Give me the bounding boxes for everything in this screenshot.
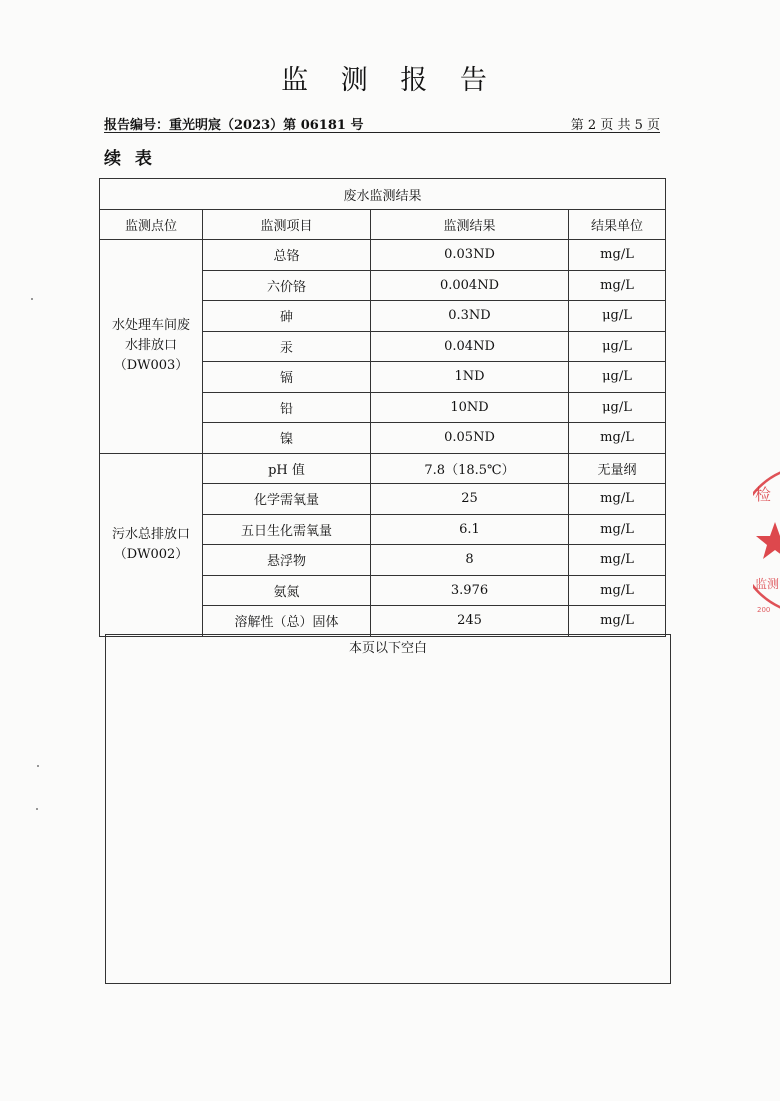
result-cell: 0.04ND [371, 331, 569, 362]
result-cell: 0.03ND [371, 240, 569, 271]
unit-cell: 无量纲 [569, 453, 666, 484]
item-cell: 汞 [203, 331, 371, 362]
unit-cell: mg/L [569, 423, 666, 454]
header-result: 监测结果 [371, 210, 569, 240]
item-cell: 溶解性（总）固体 [203, 606, 371, 637]
location-dw002 [100, 453, 203, 636]
unit-cell: mg/L [569, 270, 666, 301]
result-cell: 7.8（18.5℃） [371, 453, 569, 484]
report-header [104, 114, 660, 132]
result-cell: 0.05ND [371, 423, 569, 454]
result-cell: 0.3ND [371, 301, 569, 332]
svg-text:200: 200 [757, 606, 771, 614]
result-cell: 8 [371, 545, 569, 576]
star-icon [756, 522, 780, 559]
unit-cell: mg/L [569, 240, 666, 271]
result-cell: 25 [371, 484, 569, 515]
item-cell: pH 值 [203, 453, 371, 484]
unit-cell: μg/L [569, 331, 666, 362]
table-row [100, 240, 666, 271]
result-cell: 1ND [371, 362, 569, 393]
report-number: 报告编号：重光明宸（2023）第 06181 号 [104, 118, 364, 133]
wastewater-results-table [99, 178, 666, 637]
table-title-row [100, 179, 666, 210]
table-title: 废水监测结果 [100, 179, 666, 210]
item-cell: 总铬 [203, 240, 371, 271]
item-cell: 悬浮物 [203, 545, 371, 576]
item-cell: 铅 [203, 392, 371, 423]
location-line: 水排放口 [124, 338, 177, 354]
result-cell: 0.004ND [371, 270, 569, 301]
header-divider [104, 132, 660, 133]
location-line: （DW002） [113, 546, 189, 562]
scan-speck [36, 808, 38, 810]
result-cell: 3.976 [371, 575, 569, 606]
item-cell: 镉 [203, 362, 371, 393]
unit-cell: μg/L [569, 392, 666, 423]
header-item: 监测项目 [203, 210, 371, 240]
page-number: 第 2 页 共 5 页 [570, 118, 660, 133]
unit-cell: mg/L [569, 484, 666, 515]
scan-speck [31, 298, 33, 300]
item-cell: 五日生化需氧量 [203, 514, 371, 545]
table-row [100, 453, 666, 484]
unit-cell: mg/L [569, 545, 666, 576]
location-dw003 [100, 240, 203, 454]
item-cell: 氨氮 [203, 575, 371, 606]
unit-cell: μg/L [569, 362, 666, 393]
unit-cell: mg/L [569, 606, 666, 637]
result-cell: 245 [371, 606, 569, 637]
scan-speck [37, 765, 39, 767]
item-cell: 镍 [203, 423, 371, 454]
svg-text:检: 检 [755, 485, 772, 504]
location-line: （DW003） [113, 358, 189, 374]
table-header-row [100, 210, 666, 240]
item-cell: 砷 [203, 301, 371, 332]
header-unit: 结果单位 [569, 210, 666, 240]
blank-note: 本页以下空白 [348, 641, 427, 656]
blank-area [105, 634, 671, 984]
item-cell: 化学需氧量 [203, 484, 371, 515]
unit-cell: mg/L [569, 575, 666, 606]
seal-stamp-graphic [753, 460, 780, 620]
result-cell: 6.1 [371, 514, 569, 545]
document-title: 监 测 报 告 [281, 65, 499, 96]
location-line: 污水总排放口 [111, 526, 190, 542]
header-location: 监测点位 [100, 210, 203, 240]
continued-table-label: 续 表 [104, 149, 156, 169]
unit-cell: mg/L [569, 514, 666, 545]
result-cell: 10ND [371, 392, 569, 423]
unit-cell: μg/L [569, 301, 666, 332]
svg-text:监测: 监测 [755, 577, 780, 591]
location-line: 水处理车间废 [111, 318, 190, 334]
item-cell: 六价铬 [203, 270, 371, 301]
seal-stamp [753, 460, 780, 620]
